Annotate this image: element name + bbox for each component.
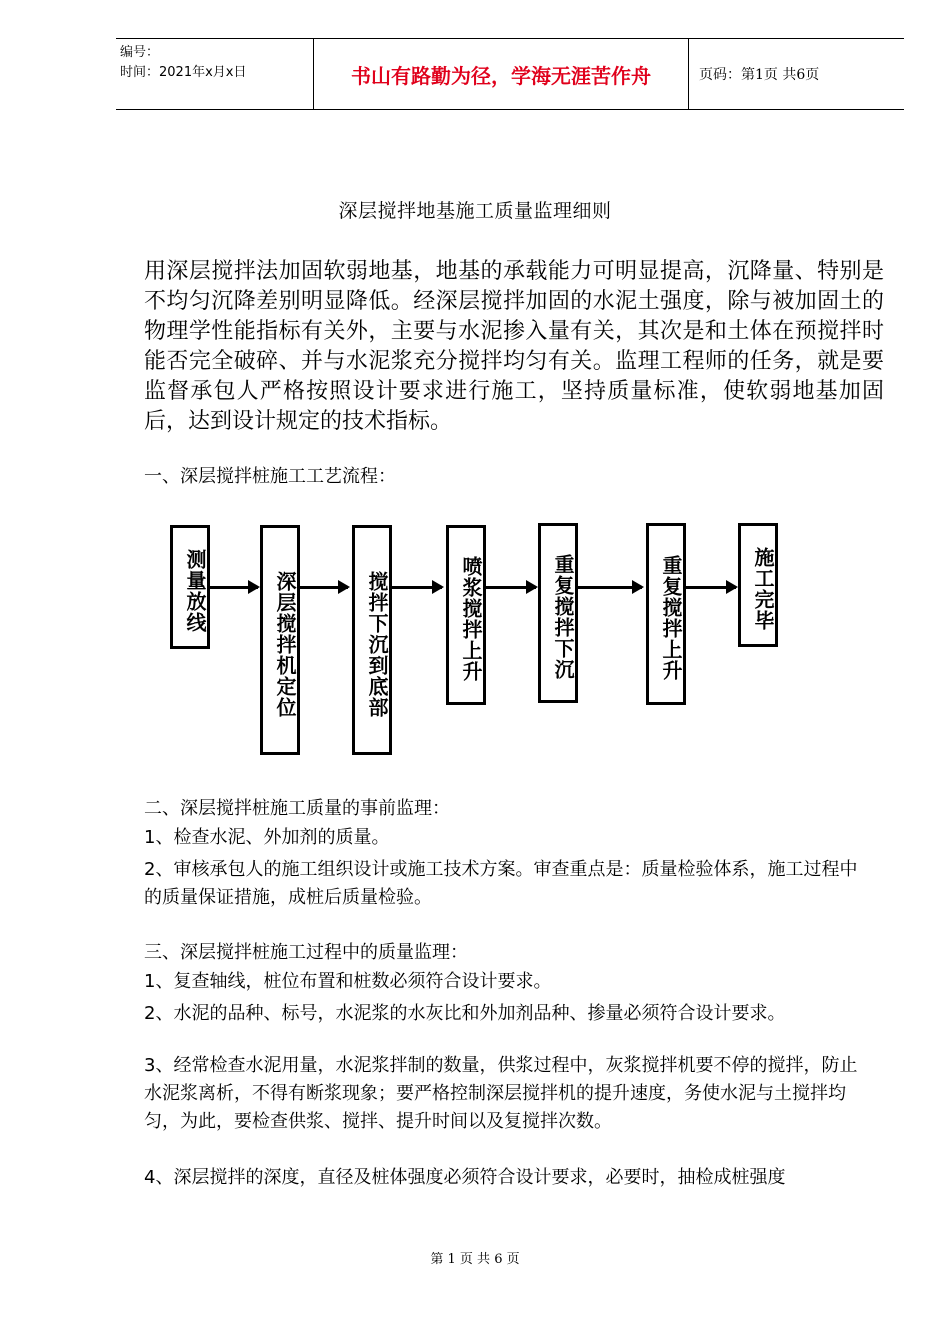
section1-heading: 一、深层搅拌桩施工工艺流程：: [144, 466, 396, 487]
section3-item-2: 2、水泥的品种、标号，水泥浆的水灰比和外加剂品种、掺量必须符合设计要求。: [144, 1003, 786, 1024]
section2-item-1: 1、检查水泥、外加剂的质量。: [144, 827, 390, 848]
intro-paragraph: 用深层搅拌法加固软弱地基，地基的承载能力可明显提高，沉降量、特别是不均匀沉降差别明显降低。经深层搅拌加固的水泥土强度，除与被加固土的物理学性能指标有关外，主要与水泥掺入量有关，其次是和土体在预搅拌时能否完全破碎、并与水泥浆充分搅拌均匀有关。监理工程师的任务，就是要监督承包人严格按照设计要求进行施工，坚持质量标准，使软弱地基加固后，达到设计规定的技术指标。: [144, 259, 884, 434]
flow-step-6: 重复搅拌上升: [646, 523, 686, 705]
flow-step-3: 搅拌下沉到底部: [352, 525, 392, 755]
header-page-info: 页码：第1页 共6页: [699, 67, 820, 83]
process-flowchart: [164, 515, 804, 760]
flow-arrow-6: [686, 586, 736, 589]
section3-item-3: 3、经常检查水泥用量，水泥浆拌制的数量，供浆过程中，灰浆搅拌机要不停的搅拌，防止水泥浆离析，不得有断浆现象；要严格控制深层搅拌机的提升速度，务使水泥与土搅拌均匀，为此，要检查供浆、搅拌、提升时间以及复搅拌次数。: [144, 1055, 858, 1132]
flow-arrow-3: [392, 586, 442, 589]
section3-item-4: 4、深层搅拌的深度，直径及桩体强度必须符合设计要求，必要时，抽检成桩强度: [144, 1167, 786, 1188]
document-title: 深层搅拌地基施工质量监理细则: [338, 200, 612, 222]
section3-item-1: 1、复查轴线，桩位布置和桩数必须符合设计要求。: [144, 971, 552, 992]
header-motto: 书山有路勤为径，学海无涯苦作舟: [314, 39, 689, 109]
flow-step-7: 施工完毕: [738, 523, 778, 647]
flow-step-1: 测量放线: [170, 525, 210, 649]
flow-step-4: 喷浆搅拌上升: [446, 525, 486, 705]
flow-arrow-4: [486, 586, 536, 589]
section2-item-2: 2、审核承包人的施工组织设计或施工技术方案。审查重点是：质量检验体系，施工过程中的质量保证措施，成桩后质量检验。: [144, 859, 858, 908]
flow-arrow-1: [210, 586, 258, 589]
page-footer: 第 1 页 共 6 页: [430, 1252, 520, 1267]
header-meta: [116, 39, 314, 109]
number-label: 编号：: [120, 45, 160, 60]
flow-step-5: 重复搅拌下沉: [538, 523, 578, 703]
time-label: 时间：2021年x月x日: [120, 65, 247, 80]
page-header: [116, 38, 904, 110]
flow-arrow-2: [300, 586, 348, 589]
section3-heading: 三、深层搅拌桩施工过程中的质量监理：: [144, 942, 468, 963]
flow-step-2: 深层搅拌机定位: [260, 525, 300, 755]
flow-arrow-5: [578, 586, 642, 589]
section2-heading: 二、深层搅拌桩施工质量的事前监理：: [144, 798, 450, 819]
